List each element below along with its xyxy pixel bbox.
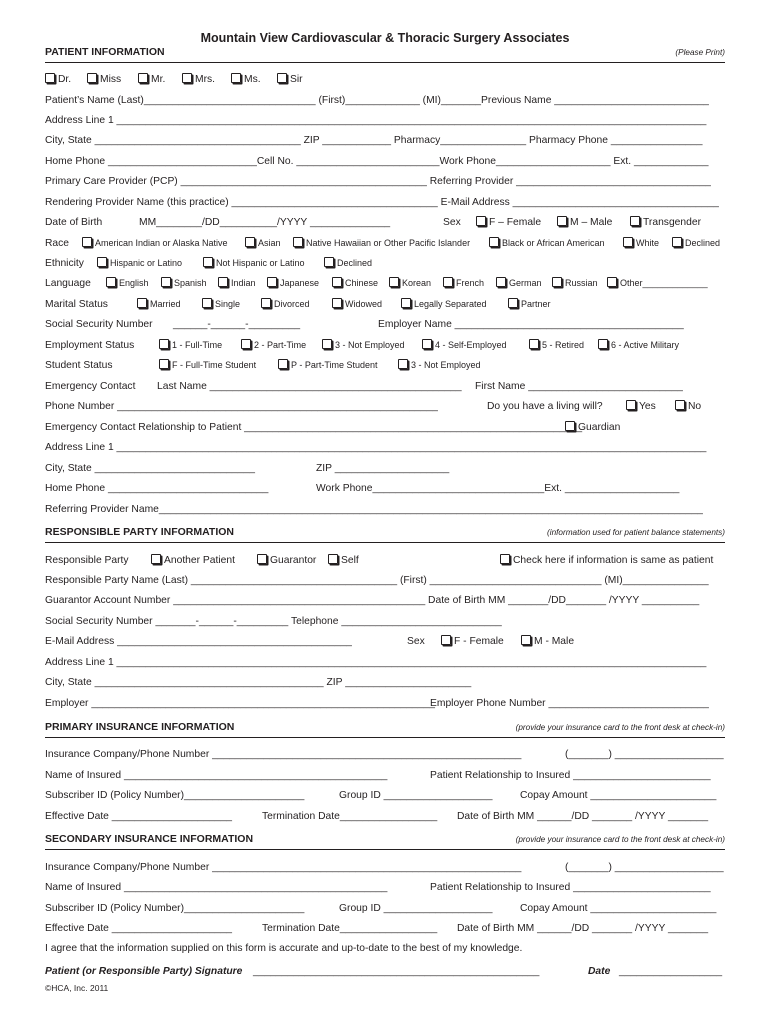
language-option[interactable]: French (443, 277, 484, 290)
ethnicity-option[interactable]: Not Hispanic or Latino (203, 257, 305, 270)
checkbox[interactable] (328, 554, 338, 564)
primary-group-field[interactable]: Group ID ___________________ (339, 790, 493, 801)
guarantor-account-field[interactable]: Guarantor Account Number ____________________________________________ Date of Birth MM _______/DD_______ /YYYY __________ (45, 595, 700, 606)
checkbox[interactable] (231, 73, 241, 83)
ethnicity-label: Ethnicity (45, 258, 84, 269)
employment-option[interactable]: 2 - Part-Time (241, 339, 306, 352)
language-option[interactable]: Indian (218, 277, 256, 290)
checkbox[interactable] (529, 339, 539, 349)
marital-option[interactable]: Partner (508, 298, 551, 311)
checkbox[interactable] (106, 277, 116, 287)
language-option[interactable]: Spanish (161, 277, 207, 290)
signature-label: Patient (or Responsible Party) Signature (45, 966, 243, 977)
section-rule (45, 542, 725, 543)
primary-termination-date-field[interactable]: Termination Date_________________ (262, 811, 438, 822)
language-label: Language (45, 278, 91, 289)
dob-label: Date of Birth (45, 217, 103, 228)
responsible-name-field[interactable]: Responsible Party Name (Last) ____________________________________ (First) ______________________________ (MI)_______________ (45, 575, 709, 586)
secondary-insured-name-field[interactable]: Name of Insured ______________________________________________ (45, 882, 388, 893)
secondary-effective-date-field[interactable]: Effective Date _____________________ (45, 923, 233, 934)
checkbox[interactable] (218, 277, 228, 287)
responsible-ssn-field[interactable]: Social Security Number _______-______-_________ Telephone ____________________________ (45, 616, 502, 627)
patient-info-heading: PATIENT INFORMATION (45, 46, 165, 58)
checkbox[interactable] (322, 339, 332, 349)
ethnicity-option[interactable]: Declined (324, 257, 372, 270)
secondary-copay-field[interactable]: Copay Amount ______________________ (520, 903, 717, 914)
marital-option[interactable]: Legally Separated (401, 298, 487, 311)
checkbox[interactable] (422, 339, 432, 349)
emergency-address-field[interactable]: Address Line 1 _______________________________________________________________________________________________________ (45, 442, 707, 453)
checkbox[interactable] (202, 298, 212, 308)
responsible-email-field[interactable]: E-Mail Address _________________________________________ (45, 636, 352, 647)
emergency-home-phone-field[interactable]: Home Phone ____________________________ (45, 483, 269, 494)
honorific-sir[interactable]: Sir (277, 73, 303, 86)
race-option[interactable]: Black or African American (489, 237, 605, 250)
responsible-note: (information used for patient balance statements) (547, 528, 725, 537)
checkbox[interactable] (245, 237, 255, 247)
referring-provider-name-field[interactable]: Referring Provider Name_______________________________________________________________________________________________ (45, 504, 703, 515)
checkbox[interactable] (623, 237, 633, 247)
marital-option[interactable]: Widowed (332, 298, 382, 311)
secondary-termination-date-field[interactable]: Termination Date_________________ (262, 923, 438, 934)
sex-label: Sex (443, 217, 461, 228)
emergency-first-name-field[interactable]: First Name ___________________________ (475, 381, 683, 392)
responsible-city-field[interactable]: City, State ________________________________________ ZIP ______________________ (45, 677, 472, 688)
checkbox[interactable] (87, 73, 97, 83)
responsible-employer-field[interactable]: Employer ____________________________________________________________ (45, 698, 435, 709)
responsible-sex-male-option[interactable]: M - Male (521, 635, 574, 648)
checkbox[interactable] (607, 277, 617, 287)
race-option[interactable]: Native Hawaiian or Other Pacific Islander (293, 237, 470, 250)
primary-insurance-note: (provide your insurance card to the front desk at check-in) (515, 723, 725, 732)
primary-copay-field[interactable]: Copay Amount ______________________ (520, 790, 717, 801)
employment-option[interactable]: 5 - Retired (529, 339, 584, 352)
checkbox[interactable] (500, 554, 510, 564)
agreement-text: I agree that the information supplied on this form is accurate and up-to-date to the best of my knowledge. (45, 943, 523, 954)
student-label: Student Status (45, 360, 113, 371)
emergency-zip-field[interactable]: ZIP ____________________ (316, 463, 450, 474)
checkbox[interactable] (441, 635, 451, 645)
checkbox[interactable] (161, 277, 171, 287)
employment-option[interactable]: 6 - Active Military (598, 339, 679, 352)
checkbox[interactable] (401, 298, 411, 308)
emergency-label: Emergency Contact (45, 381, 136, 392)
patient-name-field[interactable]: Patient’s Name (Last)______________________________ (First)_____________ (MI)_______Previous Name ___________________________ (45, 95, 709, 106)
rendering-email-field[interactable]: Rendering Provider Name (this practice) ____________________________________ E-Mail Address ____________________________________ (45, 197, 719, 208)
living-will-no-option[interactable]: No (675, 400, 701, 413)
checkbox[interactable] (443, 277, 453, 287)
checkbox[interactable] (277, 73, 287, 83)
primary-insured-name-field[interactable]: Name of Insured ______________________________________________ (45, 770, 388, 781)
primary-company-field[interactable]: Insurance Company/Phone Number ______________________________________________________ (45, 749, 522, 760)
living-will-label: Do you have a living will? (487, 401, 603, 412)
checkbox[interactable] (557, 216, 567, 226)
employer-name-field[interactable]: Employer Name ________________________________________ (378, 319, 684, 330)
honorific-ms[interactable]: Ms. (231, 73, 261, 86)
student-option[interactable]: F - Full-Time Student (159, 359, 256, 372)
primary-company-phone-field[interactable]: (_______) ___________________ (565, 749, 724, 760)
responsible-address-field[interactable]: Address Line 1 _______________________________________________________________________________________________________ (45, 657, 707, 668)
checkbox[interactable] (257, 554, 267, 564)
checkbox[interactable] (552, 277, 562, 287)
student-option[interactable]: 3 - Not Employed (398, 359, 481, 372)
checkbox[interactable] (159, 339, 169, 349)
honorific-dr[interactable]: Dr. (45, 73, 71, 86)
honorific-mr[interactable]: Mr. (138, 73, 165, 86)
language-option[interactable]: Japanese (267, 277, 319, 290)
primary-insurance-heading: PRIMARY INSURANCE INFORMATION (45, 721, 235, 733)
party-another-patient-option[interactable]: Another Patient (151, 554, 235, 567)
checkbox[interactable] (626, 400, 636, 410)
student-option[interactable]: P - Part-Time Student (278, 359, 378, 372)
race-option[interactable]: White (623, 237, 659, 250)
employment-option[interactable]: 4 - Self-Employed (422, 339, 507, 352)
secondary-company-field[interactable]: Insurance Company/Phone Number ______________________________________________________ (45, 862, 522, 873)
emergency-last-name-field[interactable]: Last Name ____________________________________________ (157, 381, 462, 392)
language-option[interactable]: Chinese (332, 277, 378, 290)
ssn-label: Social Security Number (45, 319, 153, 330)
party-self-option[interactable]: Self (328, 554, 359, 567)
responsible-party-heading: RESPONSIBLE PARTY INFORMATION (45, 526, 235, 538)
responsible-sex-female-option[interactable]: F - Female (441, 635, 504, 648)
checkbox[interactable] (137, 298, 147, 308)
race-label: Race (45, 238, 70, 249)
responsible-sex-label: Sex (407, 636, 425, 647)
secondary-dob-field[interactable]: Date of Birth MM ______/DD _______ /YYYY _______ (457, 923, 709, 934)
same-as-patient-option[interactable]: Check here if information is same as patient (500, 554, 713, 567)
checkbox[interactable] (332, 277, 342, 287)
secondary-subscriber-field[interactable]: Subscriber ID (Policy Number)_____________________ (45, 903, 305, 914)
checkbox[interactable] (138, 73, 148, 83)
checkbox[interactable] (203, 257, 213, 267)
race-option[interactable]: Declined (672, 237, 720, 250)
checkbox[interactable] (675, 400, 685, 410)
checkbox[interactable] (598, 339, 608, 349)
marital-option[interactable]: Divorced (261, 298, 310, 311)
please-print-note: (Please Print) (675, 48, 725, 57)
dob-field[interactable]: MM________/DD__________/YYYY ______________ (139, 217, 391, 228)
pcp-referring-field[interactable]: Primary Care Provider (PCP) ___________________________________________ Referring Provider __________________________________ (45, 176, 711, 187)
checkbox[interactable] (521, 635, 531, 645)
ethnicity-option[interactable]: Hispanic or Latino (97, 257, 182, 270)
date-label: Date (588, 966, 611, 977)
marital-option[interactable]: Single (202, 298, 240, 311)
checkbox[interactable] (293, 237, 303, 247)
emergency-work-phone-field[interactable]: Work Phone______________________________Ext. ____________________ (316, 483, 680, 494)
responsible-employer-phone-field[interactable]: Employer Phone Number ____________________________ (430, 698, 709, 709)
language-option[interactable]: English (106, 277, 149, 290)
checkbox[interactable] (389, 277, 399, 287)
checkbox[interactable] (672, 237, 682, 247)
language-option[interactable]: German (496, 277, 542, 290)
emergency-phone-field[interactable]: Phone Number ________________________________________________________ (45, 401, 438, 412)
employment-label: Employment Status (45, 340, 135, 351)
checkbox[interactable] (332, 298, 342, 308)
checkbox[interactable] (241, 339, 251, 349)
marital-option[interactable]: Married (137, 298, 181, 311)
ssn-field[interactable]: ______-______-_________ (173, 319, 301, 330)
primary-effective-date-field[interactable]: Effective Date _____________________ (45, 811, 233, 822)
checkbox[interactable] (508, 298, 518, 308)
checkbox[interactable] (476, 216, 486, 226)
honorific-miss[interactable]: Miss (87, 73, 121, 86)
primary-relationship-field[interactable]: Patient Relationship to Insured ________________________ (430, 770, 711, 781)
race-option[interactable]: American Indian or Alaska Native (82, 237, 228, 250)
city-state-pharmacy-field[interactable]: City, State ____________________________________ ZIP ____________ Pharmacy_______________ Pharmacy Phone ________________ (45, 135, 703, 146)
language-option[interactable]: Korean (389, 277, 431, 290)
signature-date-field[interactable]: __________________ (619, 966, 723, 977)
primary-subscriber-field[interactable]: Subscriber ID (Policy Number)_____________________ (45, 790, 305, 801)
language-option-other[interactable]: Other_____________ (607, 277, 708, 290)
living-will-yes-option[interactable]: Yes (626, 400, 656, 413)
secondary-company-phone-field[interactable]: (_______) ___________________ (565, 862, 724, 873)
checkbox[interactable] (398, 359, 408, 369)
checkbox[interactable] (45, 73, 55, 83)
secondary-insurance-note: (provide your insurance card to the front desk at check-in) (515, 835, 725, 844)
section-rule (45, 62, 725, 63)
responsible-party-label: Responsible Party (45, 555, 129, 566)
sex-transgender-option[interactable]: Transgender (630, 216, 701, 229)
checkbox[interactable] (182, 73, 192, 83)
employment-option[interactable]: 3 - Not Employed (322, 339, 405, 352)
checkbox[interactable] (267, 277, 277, 287)
secondary-relationship-field[interactable]: Patient Relationship to Insured ________________________ (430, 882, 711, 893)
checkbox[interactable] (565, 421, 575, 431)
signature-field[interactable]: __________________________________________________ (253, 966, 540, 977)
checkbox[interactable] (278, 359, 288, 369)
checkbox[interactable] (261, 298, 271, 308)
checkbox[interactable] (97, 257, 107, 267)
emergency-city-field[interactable]: City, State ____________________________ (45, 463, 255, 474)
checkbox[interactable] (82, 237, 92, 247)
secondary-insurance-heading: SECONDARY INSURANCE INFORMATION (45, 833, 254, 845)
phone-fields[interactable]: Home Phone __________________________Cell No. _________________________Work Phone____________________ Ext. _____________ (45, 156, 709, 167)
party-guarantor-option[interactable]: Guarantor (257, 554, 316, 567)
section-rule (45, 737, 725, 738)
sex-female-option[interactable]: F – Female (476, 216, 541, 229)
checkbox[interactable] (630, 216, 640, 226)
checkbox[interactable] (159, 359, 169, 369)
checkbox[interactable] (151, 554, 161, 564)
checkbox[interactable] (496, 277, 506, 287)
patient-address-field[interactable]: Address Line 1 _______________________________________________________________________________________________________ (45, 115, 707, 126)
language-option[interactable]: Russian (552, 277, 598, 290)
primary-dob-field[interactable]: Date of Birth MM ______/DD _______ /YYYY _______ (457, 811, 709, 822)
employment-option[interactable]: 1 - Full-Time (159, 339, 222, 352)
race-option[interactable]: Asian (245, 237, 281, 250)
section-rule (45, 849, 725, 850)
practice-title: Mountain View Cardiovascular & Thoracic Surgery Associates (200, 31, 570, 45)
guardian-option[interactable]: Guardian (565, 421, 620, 434)
secondary-group-field[interactable]: Group ID ___________________ (339, 903, 493, 914)
marital-label: Marital Status (45, 299, 108, 310)
sex-male-option[interactable]: M – Male (557, 216, 612, 229)
copyright-text: ©HCA, Inc. 2011 (45, 983, 109, 993)
checkbox[interactable] (489, 237, 499, 247)
checkbox[interactable] (324, 257, 334, 267)
emergency-relationship-field[interactable]: Emergency Contact Relationship to Patient ___________________________________________________________ (45, 422, 583, 433)
honorific-mrs[interactable]: Mrs. (182, 73, 215, 86)
